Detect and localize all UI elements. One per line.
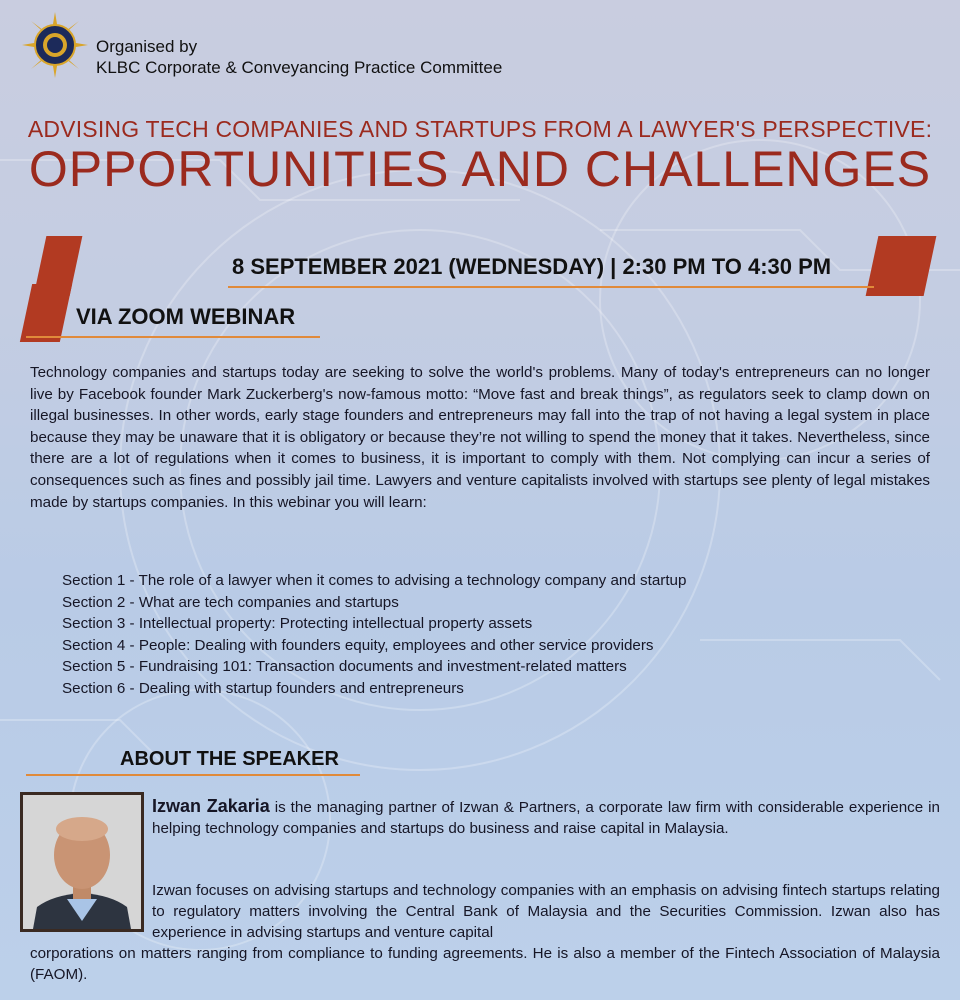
speaker-bio-1 <box>152 796 940 839</box>
section-item: Section 4 - People: Dealing with founders equity, employees and other service providers <box>62 636 654 654</box>
section-item: Section 5 - Fundraising 101: Transaction documents and investment-related matters <box>62 658 627 676</box>
decor-parallelogram-right <box>866 236 937 296</box>
section-list <box>62 570 686 700</box>
about-speaker-heading: ABOUT THE SPEAKER <box>120 748 339 770</box>
title-line-1: ADVISING TECH COMPANIES AND STARTUPS FROM A LAWYER'S PERSPECTIVE: <box>27 116 933 142</box>
speaker-bio-1-text: is the managing partner of Izwan & Partners, a corporate law firm with considerable experience in helping technology companies and startups do business and raise capital in Malaysia. <box>152 799 940 837</box>
about-underline <box>26 774 360 776</box>
webinar-description: Technology companies and startups today are seeking to solve the world's problems. Many of today's entrepreneurs can no longer live by Facebook founder Mark Zuckerberg's now-famous motto: “Move fast and break things”, as regulators seek to clamp down on illegal businesses. In other words, early stage founders and entrepreneurs may fall into the trap of not having a legal system in place because they may be unaware that it is obligatory or because they’re not willing to spend the money that it takes. Nevertheless, since there are a lot of regulations when it comes to business, it is important to comply with them. Not complying can incur a series of consequences such as fines and possibly jail time. Lawyers and venture capitalists involved with startups see plenty of legal mistakes made by startups companies. In this webinar you will learn: <box>30 364 930 511</box>
event-platform: VIA ZOOM WEBINAR <box>76 304 296 329</box>
organiser-committee: KLBC Corporate & Conveyancing Practice Committee <box>96 58 503 77</box>
speaker-photo <box>20 792 144 932</box>
decor-parallelogram-zoom <box>20 284 72 342</box>
bar-council-logo <box>22 12 88 78</box>
platform-underline <box>26 336 320 338</box>
title-line-2: OPPORTUNITIES AND CHALLENGES <box>28 141 932 197</box>
organiser-label: Organised by <box>96 37 198 56</box>
event-datetime: 8 SEPTEMBER 2021 (WEDNESDAY) | 2:30 PM TO 4:30 PM <box>232 254 832 279</box>
speaker-name: Izwan Zakaria <box>152 796 270 816</box>
section-item: Section 6 - Dealing with startup founders and entrepreneurs <box>62 679 464 697</box>
speaker-bio-2: Izwan focuses on advising startups and technology companies with an emphasis on advising fintech startups relating to regulatory matters involving the Central Bank of Malaysia and the Securities Commission. Izwan also has experience in advising startups and venture capital <box>152 882 940 941</box>
section-item: Section 3 - Intellectual property: Protecting intellectual property assets <box>62 615 533 633</box>
speaker-bio-2-continued: corporations on matters ranging from compliance to funding agreements. He is also a member of the Fintech Association of Malaysia (FAOM). <box>30 945 940 983</box>
section-item: Section 2 - What are tech companies and startups <box>62 593 399 611</box>
section-item: Section 1 - The role of a lawyer when it comes to advising a technology company and startup <box>62 572 687 589</box>
datetime-underline <box>228 286 874 288</box>
organiser-block <box>96 36 502 78</box>
